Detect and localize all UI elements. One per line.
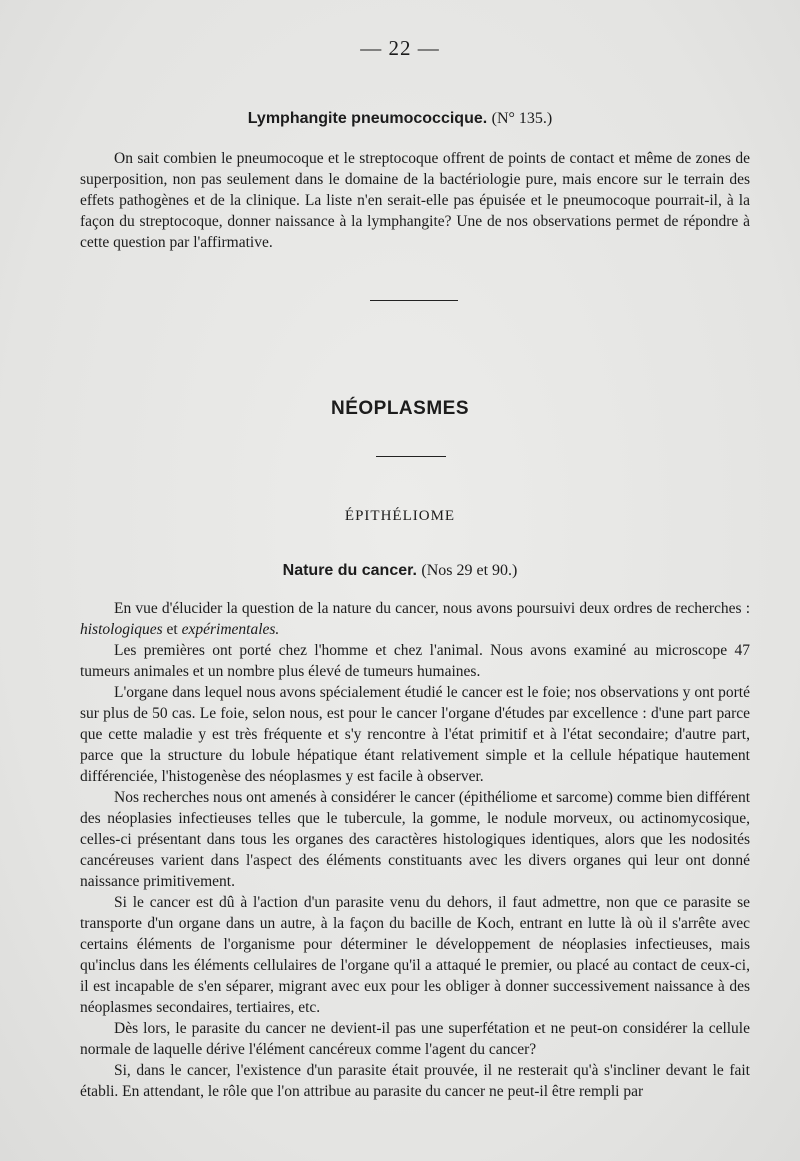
paragraph: Dès lors, le parasite du cancer ne devient-il pas une superfétation et ne peut-on considérer la cellule normale de laquelle dérive l'élément cancéreux comme l'agent du cancer?: [80, 1020, 750, 1058]
paragraph: Si, dans le cancer, l'existence d'un parasite était prouvée, il ne resterait qu'à s'incliner devant le fait établi. En attendant, le rôle que l'on attribue au parasite du cancer ne peut-il être rempli par: [80, 1062, 750, 1100]
paragraph: L'organe dans lequel nous avons spécialement étudié le cancer est le foie; nos observations y ont porté sur plus de 50 cas. Le foie, selon nous, est pour le cancer l'organe d'études par excellence : d'une part parce que cette maladie y est très fréquente et s'y rencontre à l'état primitif et à l'état secondaire; d'autre part, parce que la structure du lobule hépatique étant relativement simple et la cellule hépatique hautement différenciée, l'histogenèse des néoplasmes y est facile à observer.: [80, 684, 750, 785]
section-reference: (N° 135.): [491, 110, 553, 127]
heading-underline: [376, 456, 446, 457]
section-title-lymphangite: [0, 110, 800, 128]
section-body-cancer: [80, 598, 750, 1102]
paragraph: Les premières ont porté chez l'homme et chez l'animal. Nous avons examiné au microscope 47 tumeurs animales et un nombre plus élevé de tumeurs humaines.: [80, 642, 750, 680]
paragraph: [80, 598, 750, 640]
chapter-heading: NÉOPLASMES: [330, 398, 470, 419]
section-title-cancer: [0, 562, 800, 580]
italic-term: expérimentales.: [181, 621, 280, 638]
subheading: ÉPITHÉLIOME: [344, 508, 456, 524]
paragraph: On sait combien le pneumocoque et le streptocoque offrent de points de contact et même de zones de superposition, non pas seulement dans le domaine de la bactériologie pure, mais encore sur le terrain des effets pathogènes et de la clinique. La liste n'en serait-elle pas épuisée et le pneumocoque pourrait-il, à la façon du streptocoque, donner naissance à la lymphangite? Une de nos observations permet de répondre à cette question par l'affirmative.: [80, 150, 750, 251]
paragraph: Si le cancer est dû à l'action d'un parasite venu du dehors, il faut admettre, non que ce parasite se transporte d'un organe dans un autre, à la façon du bacille de Koch, entrant en lutte là où il s'arrête avec certains éléments de l'organisme pour déterminer le développement de néoplasies infectieuses, mais qu'inclus dans les éléments cellulaires de l'organe qu'il a attaqué le premier, ou placé au contact de ceux-ci, il est incapable de s'en séparer, migrant avec eux pour les obliger à donner successivement naissance à des néoplasmes secondaires, tertiaires, etc.: [80, 894, 750, 1016]
paragraph-text: En vue d'élucider la question de la nature du cancer, nous avons poursuivi deux ordres de recherches :: [114, 600, 750, 617]
section-body-lymphangite: [80, 148, 750, 253]
paragraph: Nos recherches nous ont amenés à considérer le cancer (épithéliome et sarcome) comme bien différent des néoplasies infectieuses telles que le tubercule, la gomme, le nodule morveux, ou actinomycosique, celles-ci présentant dans tous les organes des caractères histologiques identiques, alors que les nodosités cancéreuses varient dans l'aspect des éléments constituants avec les divers organes qui leur ont donné naissance primitivement.: [80, 789, 750, 890]
divider-rule: [370, 300, 458, 301]
section-title-text: Lymphangite pneumococcique.: [247, 110, 488, 127]
page-number: — 22 —: [360, 36, 440, 60]
italic-term: histologiques: [80, 621, 163, 638]
paragraph-text: et: [162, 621, 182, 638]
section-title-text: Nature du cancer.: [282, 562, 417, 579]
section-reference: (Nos 29 et 90.): [421, 562, 518, 579]
